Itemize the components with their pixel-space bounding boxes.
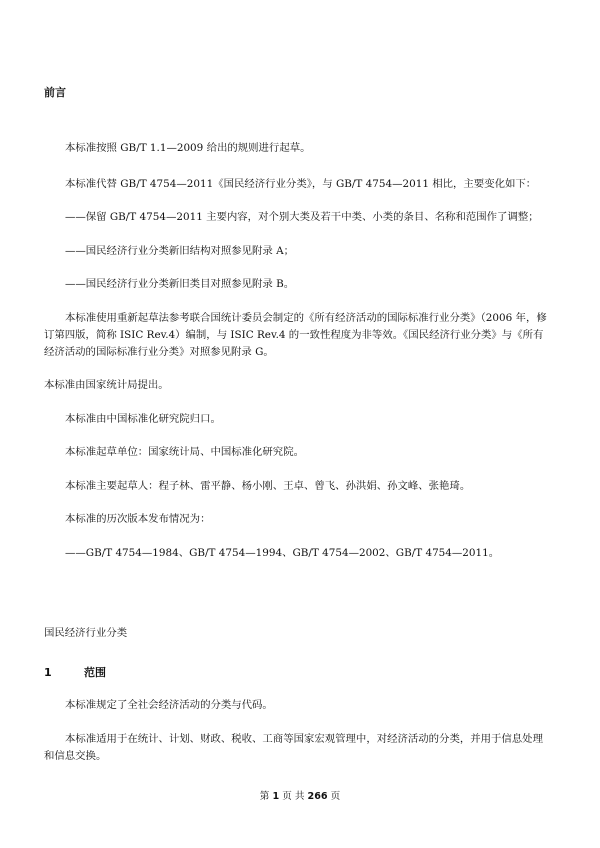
foreword-line-11: 本标准起草单位：国家统计局、中国标准化研究院。: [65, 446, 304, 458]
foreword-line-8: 经济活动的国际标准行业分类》对照参见附录 G。: [44, 346, 274, 358]
foreword-line-2: 本标准代替 GB/T 4754—2011《国民经济行业分类》，与 GB/T 4754—2011 相比，主要变化如下：: [65, 178, 537, 190]
footer-total-pages: 266: [307, 791, 328, 802]
foreword-line-7: 订第四版，简称 ISIC Rev.4）编制，与 ISIC Rev.4 的一致性程度为非等效。《国民经济行业分类》与《所有: [44, 329, 544, 341]
foreword-line-10: 本标准由中国标准化研究院归口。: [65, 413, 221, 425]
footer-middle: 页 共: [282, 791, 305, 802]
foreword-line-4: ——国民经济行业分类新旧结构对照参见附录 A；: [65, 245, 295, 257]
section-title: 范围: [84, 666, 106, 679]
footer-prefix: 第: [259, 791, 270, 802]
foreword-line-1: 本标准按照 GB/T 1.1—2009 给出的规则进行起草。: [65, 142, 311, 154]
section-line-1: 本标准规定了全社会经济活动的分类与代码。: [65, 699, 273, 711]
foreword-line-13: 本标准的历次版本发布情况为：: [65, 513, 211, 525]
foreword-line-6: 本标准使用重新起草法参考联合国统计委员会制定的《所有经济活动的国际标准行业分类》（2006 年，修: [65, 312, 547, 324]
foreword-line-5: ——国民经济行业分类新旧类目对照参见附录 B。: [65, 278, 295, 290]
foreword-line-12: 本标准主要起草人：程子林、雷平静、杨小刚、王卓、曾飞、孙洪娟、孙文峰、张艳琦。: [65, 480, 471, 492]
footer-suffix: 页: [330, 791, 341, 802]
footer-page-number: 1: [272, 791, 280, 802]
foreword-line-14: ——GB/T 4754—1984、GB/T 4754—1994、GB/T 4754—2002、GB/T 4754—2011。: [65, 547, 500, 559]
foreword-title: 前言: [44, 86, 66, 99]
section-line-2: 本标准适用于在统计、计划、财政、税收、工商等国家宏观管理中，对经济活动的分类，并用于信息处理: [65, 733, 543, 745]
page-footer: [0, 788, 600, 802]
section-number: 1: [44, 666, 52, 679]
foreword-line-9: 本标准由国家统计局提出。: [44, 379, 169, 391]
section-line-3: 和信息交换。: [44, 750, 107, 762]
standard-title: 国民经济行业分类: [44, 627, 128, 639]
foreword-line-3: ——保留 GB/T 4754—2011 主要内容，对个别大类及若干中类、小类的条目、名称和范围作了调整；: [65, 211, 539, 223]
